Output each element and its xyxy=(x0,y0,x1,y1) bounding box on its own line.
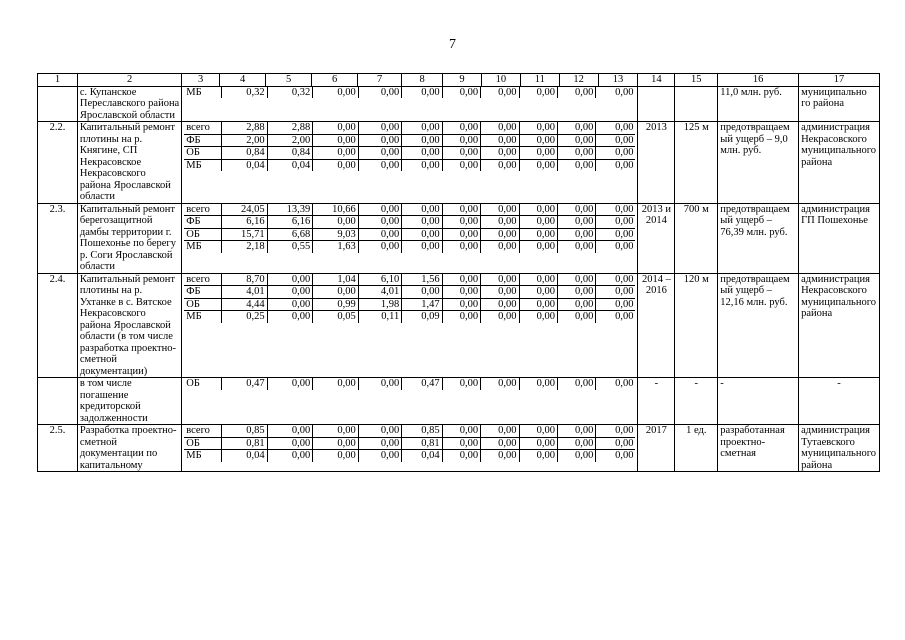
amount-value: 0,00 xyxy=(596,159,636,171)
amount-value: 0,09 xyxy=(402,311,442,323)
amount-value: 0,00 xyxy=(358,437,402,450)
amount-value: 0,00 xyxy=(313,378,359,390)
financing-line xyxy=(184,378,635,390)
amount-value: 0,00 xyxy=(358,147,402,160)
amount-value: 0,00 xyxy=(442,87,480,99)
amount-value: 0,00 xyxy=(519,450,557,462)
implementation-year: - xyxy=(638,378,675,425)
amount-value: 0,00 xyxy=(442,204,480,216)
amount-value: 0,00 xyxy=(481,147,519,160)
column-header-5: 5 xyxy=(266,74,312,87)
amount-value: 0,00 xyxy=(313,425,359,437)
amount-value: 0,00 xyxy=(557,216,595,229)
column-header-14: 14 xyxy=(638,74,675,87)
amount-value: 0,81 xyxy=(222,437,268,450)
amount-value: 0,00 xyxy=(313,159,359,171)
amount-value: 6,68 xyxy=(267,228,313,241)
executor: муниципально го района xyxy=(799,86,880,122)
amount-value: 0,00 xyxy=(313,87,359,99)
funding-source: всего xyxy=(184,122,221,134)
amount-value: 0,00 xyxy=(557,274,595,286)
measure-name: в том числе погашение кредиторской задолженности xyxy=(77,378,181,425)
amount-value: 0,00 xyxy=(596,228,636,241)
financing-line xyxy=(184,425,635,437)
amount-value: 0,00 xyxy=(519,122,557,134)
amount-value: 0,00 xyxy=(358,87,402,99)
amount-value: 0,00 xyxy=(267,286,313,299)
expected-effect: предотвращаемый ущерб – 12,16 млн. руб. xyxy=(718,273,799,378)
amount-value: 0,00 xyxy=(557,378,595,390)
table-row xyxy=(38,378,880,425)
amount-value: 0,00 xyxy=(557,159,595,171)
amount-value: 0,00 xyxy=(557,450,595,462)
amount-value: 0,00 xyxy=(481,134,519,147)
amount-value: 0,00 xyxy=(313,122,359,134)
financing-cell xyxy=(182,203,638,273)
amount-value: 0,04 xyxy=(222,159,268,171)
amount-value: 0,00 xyxy=(557,437,595,450)
amount-value: 0,00 xyxy=(596,425,636,437)
amount-value: 15,71 xyxy=(222,228,268,241)
column-header-9: 9 xyxy=(443,74,482,87)
amount-value: 0,00 xyxy=(358,134,402,147)
expected-effect: разработанная проектно-сметная xyxy=(718,425,799,472)
financing-line xyxy=(184,87,635,99)
amount-value: 0,81 xyxy=(402,437,442,450)
amount-value: 0,00 xyxy=(313,437,359,450)
column-header-13: 13 xyxy=(598,74,638,87)
funding-source: МБ xyxy=(186,159,202,171)
financing-table xyxy=(184,122,635,171)
object-length: 120 м xyxy=(675,273,718,378)
amount-value: 0,00 xyxy=(481,286,519,299)
table-row xyxy=(38,425,880,472)
financing-line xyxy=(184,298,635,311)
financing-table xyxy=(184,87,635,99)
table-row xyxy=(38,203,880,273)
amount-value: 0,00 xyxy=(596,437,636,450)
amount-value: 0,00 xyxy=(442,134,480,147)
column-header-16: 16 xyxy=(718,74,799,87)
object-length: 700 м xyxy=(675,203,718,273)
object-length: 1 ед. xyxy=(675,425,718,472)
amount-value: 0,00 xyxy=(519,378,557,390)
amount-value: 0,84 xyxy=(222,147,268,160)
amount-value: 0,00 xyxy=(557,298,595,311)
amount-value: 0,00 xyxy=(519,159,557,171)
amount-value: 0,00 xyxy=(442,450,480,462)
expected-effect: предотвращаемый ущерб – 76,39 млн. руб. xyxy=(718,203,799,273)
amount-value: 0,00 xyxy=(267,378,313,390)
amount-value: 0,00 xyxy=(442,437,480,450)
amount-value: 0,00 xyxy=(442,228,480,241)
row-number: 2.3. xyxy=(38,203,78,273)
amount-value: 0,00 xyxy=(267,298,313,311)
amount-value: 0,00 xyxy=(442,122,480,134)
row-number: 2.2. xyxy=(38,122,78,204)
amount-value: 0,00 xyxy=(358,122,402,134)
amount-value: 0,00 xyxy=(267,274,313,286)
amount-value: 0,00 xyxy=(519,437,557,450)
amount-value: 0,00 xyxy=(519,311,557,323)
amount-value: 0,04 xyxy=(267,159,313,171)
measure-name: Разработка проектно-сметной документации по капитальному xyxy=(77,425,181,472)
row-number: 2.4. xyxy=(38,273,78,378)
funding-source: ОБ xyxy=(184,437,221,450)
financing-line xyxy=(184,274,635,286)
expected-effect: 11,0 млн. руб. xyxy=(718,86,799,122)
column-header-6: 6 xyxy=(312,74,358,87)
amount-value: 4,01 xyxy=(222,286,268,299)
amount-value: 0,00 xyxy=(557,122,595,134)
amount-value: 0,00 xyxy=(358,425,402,437)
amount-value: 0,00 xyxy=(442,216,480,229)
amount-value: 0,00 xyxy=(313,450,359,462)
amount-value: 4,44 xyxy=(222,298,268,311)
amount-value: 0,85 xyxy=(222,425,268,437)
amount-value: 0,00 xyxy=(402,122,442,134)
funding-source: МБ xyxy=(186,241,202,252)
program-table xyxy=(37,73,880,472)
amount-value: 2,00 xyxy=(222,134,268,147)
executor: администрация ГП Пошехонье xyxy=(799,203,880,273)
amount-value: 0,04 xyxy=(402,450,442,462)
amount-value: 0,00 xyxy=(402,228,442,241)
column-header-10: 10 xyxy=(481,74,520,87)
amount-value: 2,88 xyxy=(267,122,313,134)
amount-value: 0,00 xyxy=(402,216,442,229)
financing-cell xyxy=(182,378,638,425)
executor: администрация Некрасовского муниципального района xyxy=(799,273,880,378)
amount-value: 0,00 xyxy=(481,274,519,286)
financing-table xyxy=(184,274,635,323)
amount-value: 1,47 xyxy=(402,298,442,311)
amount-value: 13,39 xyxy=(267,204,313,216)
amount-value: 6,16 xyxy=(222,216,268,229)
amount-value: 0,00 xyxy=(442,298,480,311)
amount-value: 0,00 xyxy=(402,134,442,147)
row-number: 2.5. xyxy=(38,425,78,472)
amount-value: 0,00 xyxy=(402,286,442,299)
amount-value: 0,00 xyxy=(481,450,519,462)
object-length: 125 м xyxy=(675,122,718,204)
amount-value: 0,32 xyxy=(222,87,268,99)
amount-value: 0,00 xyxy=(358,378,402,390)
amount-value: 0,47 xyxy=(222,378,268,390)
funding-source: МБ xyxy=(186,450,202,461)
amount-value: 0,00 xyxy=(358,450,402,462)
table-row xyxy=(38,122,880,204)
column-header-12: 12 xyxy=(559,74,598,87)
amount-value: 0,00 xyxy=(519,228,557,241)
financing-cell xyxy=(182,122,638,204)
amount-value: 0,00 xyxy=(596,450,636,462)
amount-value: 0,00 xyxy=(481,437,519,450)
amount-value: 0,00 xyxy=(358,216,402,229)
amount-value: 0,04 xyxy=(222,450,268,462)
amount-value: 0,00 xyxy=(519,134,557,147)
amount-value: 0,00 xyxy=(442,274,480,286)
financing-cell xyxy=(182,273,638,378)
amount-value: 2,18 xyxy=(222,241,268,253)
amount-value: 0,00 xyxy=(481,122,519,134)
implementation-year: 2013 и 2014 xyxy=(638,203,675,273)
funding-source: ФБ xyxy=(184,216,221,229)
amount-value: 1,98 xyxy=(358,298,402,311)
row-number xyxy=(38,378,78,425)
financing-line xyxy=(184,159,635,171)
implementation-year: 2014 – 2016 xyxy=(638,273,675,378)
implementation-year: 2013 xyxy=(638,122,675,204)
amount-value: 0,11 xyxy=(358,311,402,323)
row-number xyxy=(38,86,78,122)
amount-value: 24,05 xyxy=(222,204,268,216)
amount-value: 0,00 xyxy=(402,204,442,216)
funding-source: всего xyxy=(184,425,221,437)
amount-value: 0,00 xyxy=(557,241,595,253)
amount-value: 0,00 xyxy=(481,425,519,437)
amount-value: 0,00 xyxy=(519,87,557,99)
amount-value: 0,00 xyxy=(481,298,519,311)
measure-name: с. Купанское Переславского района Ярославской области xyxy=(77,86,181,122)
financing-line xyxy=(184,286,635,299)
financing-cell xyxy=(182,425,638,472)
amount-value: 1,56 xyxy=(402,274,442,286)
amount-value: 0,00 xyxy=(442,286,480,299)
page-number: 7 xyxy=(449,37,456,52)
financing-line xyxy=(184,147,635,160)
amount-value: 0,00 xyxy=(442,311,480,323)
amount-value: 0,00 xyxy=(358,204,402,216)
amount-value: 0,00 xyxy=(442,378,480,390)
column-header-8: 8 xyxy=(402,74,443,87)
amount-value: 0,00 xyxy=(557,228,595,241)
executor: администрация Некрасовского муниципального района xyxy=(799,122,880,204)
amount-value: 0,32 xyxy=(267,87,313,99)
funding-source: ОБ xyxy=(184,228,221,241)
amount-value: 0,00 xyxy=(519,298,557,311)
amount-value: 0,00 xyxy=(442,147,480,160)
amount-value: 0,00 xyxy=(358,241,402,253)
funding-source: ОБ xyxy=(184,298,221,311)
column-header-17: 17 xyxy=(799,74,880,87)
expected-effect: предотвращаемый ущерб – 9,0 млн. руб. xyxy=(718,122,799,204)
amount-value: 1,63 xyxy=(313,241,359,253)
financing-line xyxy=(184,204,635,216)
amount-value: 1,04 xyxy=(313,274,359,286)
amount-value: 0,47 xyxy=(402,378,442,390)
amount-value: 0,00 xyxy=(481,216,519,229)
amount-value: 0,00 xyxy=(481,87,519,99)
financing-line xyxy=(184,437,635,450)
amount-value: 0,00 xyxy=(402,147,442,160)
amount-value: 0,00 xyxy=(313,147,359,160)
amount-value: 0,00 xyxy=(519,286,557,299)
column-header-15: 15 xyxy=(675,74,718,87)
amount-value: 0,00 xyxy=(596,241,636,253)
funding-source: всего xyxy=(184,204,221,216)
financing-line xyxy=(184,216,635,229)
object-length: - xyxy=(675,378,718,425)
amount-value: 0,00 xyxy=(557,286,595,299)
amount-value: 0,00 xyxy=(313,134,359,147)
amount-value: 0,00 xyxy=(519,147,557,160)
amount-value: 0,00 xyxy=(481,241,519,253)
financing-table xyxy=(184,378,635,390)
amount-value: 0,00 xyxy=(596,216,636,229)
amount-value: 0,00 xyxy=(519,216,557,229)
column-header-11: 11 xyxy=(520,74,559,87)
amount-value: 0,00 xyxy=(358,228,402,241)
amount-value: 0,00 xyxy=(442,241,480,253)
amount-value: 4,01 xyxy=(358,286,402,299)
executor: - xyxy=(799,378,880,425)
amount-value: 0,05 xyxy=(313,311,359,323)
financing-line xyxy=(184,228,635,241)
column-header-3: 3 xyxy=(182,74,220,87)
column-header-4: 4 xyxy=(220,74,266,87)
amount-value: 6,16 xyxy=(267,216,313,229)
table-row xyxy=(38,273,880,378)
financing-table xyxy=(184,425,635,462)
funding-source: ОБ xyxy=(184,147,221,160)
funding-source: ОБ xyxy=(186,378,200,389)
amount-value: 0,00 xyxy=(557,425,595,437)
amount-value: 0,00 xyxy=(596,134,636,147)
amount-value: 0,00 xyxy=(267,425,313,437)
amount-value: 0,00 xyxy=(481,311,519,323)
amount-value: 0,00 xyxy=(267,437,313,450)
amount-value: 0,00 xyxy=(557,311,595,323)
amount-value: 0,00 xyxy=(519,425,557,437)
amount-value: 0,00 xyxy=(442,425,480,437)
implementation-year: 2017 xyxy=(638,425,675,472)
amount-value: 0,00 xyxy=(481,228,519,241)
amount-value: 0,00 xyxy=(358,159,402,171)
amount-value: 0,00 xyxy=(596,274,636,286)
implementation-year xyxy=(638,86,675,122)
financing-line xyxy=(184,134,635,147)
header-row xyxy=(38,74,880,87)
amount-value: 2,88 xyxy=(222,122,268,134)
amount-value: 0,00 xyxy=(596,378,636,390)
amount-value: 0,00 xyxy=(313,286,359,299)
amount-value: 0,00 xyxy=(596,87,636,99)
amount-value: 0,55 xyxy=(267,241,313,253)
amount-value: 2,00 xyxy=(267,134,313,147)
amount-value: 0,00 xyxy=(402,87,442,99)
amount-value: 0,25 xyxy=(222,311,268,323)
amount-value: 9,03 xyxy=(313,228,359,241)
column-header-7: 7 xyxy=(358,74,402,87)
financing-line xyxy=(184,450,635,462)
amount-value: 0,00 xyxy=(481,204,519,216)
amount-value: 0,00 xyxy=(596,311,636,323)
amount-value: 0,00 xyxy=(267,450,313,462)
amount-value: 0,00 xyxy=(557,87,595,99)
amount-value: 0,00 xyxy=(402,159,442,171)
expected-effect: - xyxy=(718,378,799,425)
amount-value: 8,70 xyxy=(222,274,268,286)
amount-value: 6,10 xyxy=(358,274,402,286)
executor: администрация Тутаевского муниципального района xyxy=(799,425,880,472)
column-header-1: 1 xyxy=(38,74,78,87)
object-length xyxy=(675,86,718,122)
amount-value: 0,00 xyxy=(596,204,636,216)
funding-source: МБ xyxy=(186,311,202,322)
amount-value: 0,00 xyxy=(557,147,595,160)
amount-value: 0,00 xyxy=(519,274,557,286)
amount-value: 0,99 xyxy=(313,298,359,311)
column-header-2: 2 xyxy=(77,74,181,87)
financing-table xyxy=(184,204,635,253)
amount-value: 0,00 xyxy=(596,298,636,311)
amount-value: 0,00 xyxy=(402,241,442,253)
financing-line xyxy=(184,122,635,134)
amount-value: 0,00 xyxy=(596,122,636,134)
amount-value: 0,00 xyxy=(519,241,557,253)
financing-line xyxy=(184,311,635,323)
measure-name: Капитальный ремонт берегозащитной дамбы территории г. Пошехонье по берегу р. Соги Ярославской области xyxy=(77,203,181,273)
measure-name: Капитальный ремонт плотины на р. Княгине, СП Некрасовское Некрасовского района Ярославской области xyxy=(77,122,181,204)
amount-value: 0,00 xyxy=(481,159,519,171)
amount-value: 0,00 xyxy=(267,311,313,323)
amount-value: 0,00 xyxy=(519,204,557,216)
amount-value: 0,00 xyxy=(596,286,636,299)
amount-value: 0,00 xyxy=(557,204,595,216)
measure-name: Капитальный ремонт плотины на р. Ухтанке в с. Вятское Некрасовского района Ярославской области (в том числе разработка проектно-сметной документации) xyxy=(77,273,181,378)
amount-value: 0,00 xyxy=(442,159,480,171)
funding-source: ФБ xyxy=(184,134,221,147)
amount-value: 0,84 xyxy=(267,147,313,160)
amount-value: 0,85 xyxy=(402,425,442,437)
amount-value: 10,66 xyxy=(313,204,359,216)
financing-cell xyxy=(182,86,638,122)
funding-source: всего xyxy=(184,274,221,286)
amount-value: 0,00 xyxy=(313,216,359,229)
amount-value: 0,00 xyxy=(481,378,519,390)
amount-value: 0,00 xyxy=(557,134,595,147)
financing-line xyxy=(184,241,635,253)
table-row xyxy=(38,86,880,122)
amount-value: 0,00 xyxy=(596,147,636,160)
funding-source: МБ xyxy=(186,86,202,98)
table-body xyxy=(38,74,880,472)
funding-source: ФБ xyxy=(184,286,221,299)
